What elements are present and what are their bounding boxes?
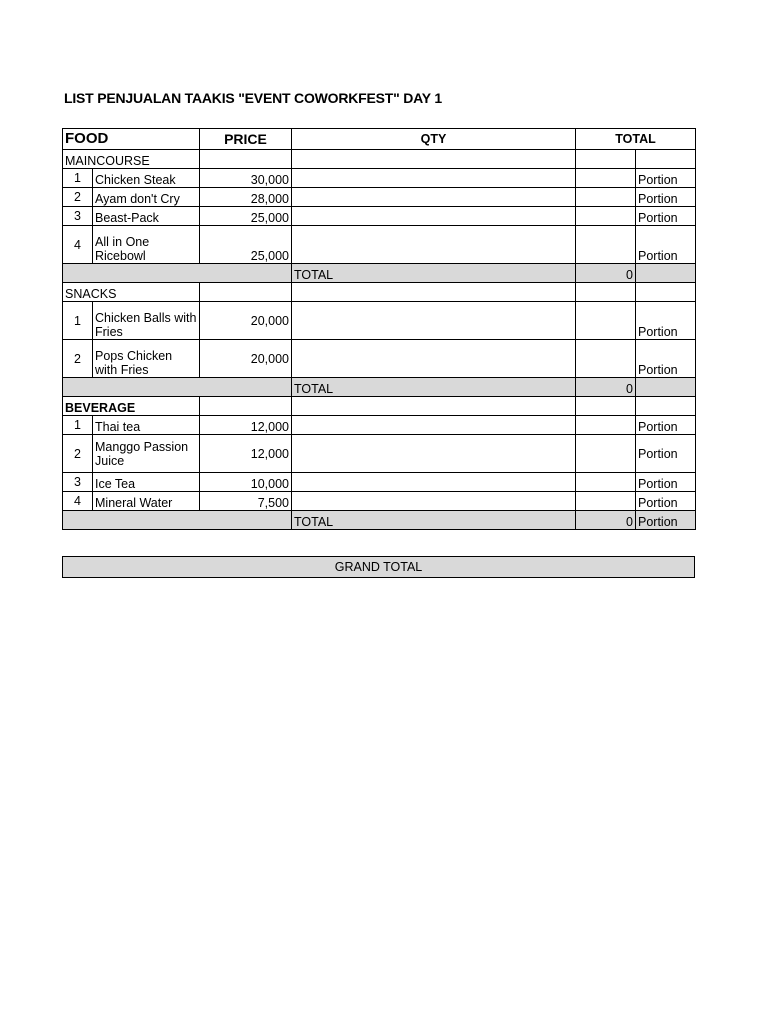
total-spacer[interactable]: [63, 378, 292, 397]
section-total-value[interactable]: 0: [576, 378, 636, 397]
section-total-row: [63, 511, 696, 530]
item-number[interactable]: 1: [63, 416, 93, 435]
unit-cell[interactable]: Portion: [636, 302, 696, 340]
unit-cell[interactable]: Portion: [636, 207, 696, 226]
unit-cell[interactable]: Portion: [636, 188, 696, 207]
item-price[interactable]: 20,000: [200, 340, 292, 378]
price-cell[interactable]: [200, 397, 292, 416]
item-price[interactable]: 12,000: [200, 416, 292, 435]
section-label[interactable]: BEVERAGE: [63, 397, 200, 416]
item-name[interactable]: Ayam don't Cry: [93, 188, 200, 207]
sheet-title: LIST PENJUALAN TAAKIS "EVENT COWORKFEST" DAY 1: [64, 90, 442, 106]
section-row-beverage: [63, 397, 696, 416]
total-cell[interactable]: [576, 150, 636, 169]
total-header[interactable]: TOTAL: [576, 129, 696, 150]
total-cell[interactable]: [576, 169, 636, 188]
item-name[interactable]: Thai tea: [93, 416, 200, 435]
section-row-snacks: [63, 283, 696, 302]
qty-cell[interactable]: [292, 302, 576, 340]
item-price[interactable]: 25,000: [200, 207, 292, 226]
item-name[interactable]: Chicken Steak: [93, 169, 200, 188]
section-total-label[interactable]: TOTAL: [292, 511, 576, 530]
sales-table: [62, 128, 696, 530]
section-total-value[interactable]: 0: [576, 511, 636, 530]
price-cell[interactable]: [200, 283, 292, 302]
unit-cell[interactable]: Portion: [636, 226, 696, 264]
section-total-unit[interactable]: [636, 378, 696, 397]
item-price[interactable]: 12,000: [200, 435, 292, 473]
item-number[interactable]: 2: [63, 188, 93, 207]
table-row: [63, 492, 696, 511]
qty-cell[interactable]: [292, 340, 576, 378]
total-cell[interactable]: [576, 435, 636, 473]
section-total-unit[interactable]: Portion: [636, 511, 696, 530]
qty-header[interactable]: QTY: [292, 129, 576, 150]
item-number[interactable]: 2: [63, 340, 93, 378]
item-name[interactable]: Manggo Passion Juice: [93, 435, 200, 473]
section-total-row: [63, 264, 696, 283]
qty-cell[interactable]: [292, 226, 576, 264]
price-header[interactable]: PRICE: [200, 129, 292, 150]
total-cell[interactable]: [576, 226, 636, 264]
total-spacer[interactable]: [63, 264, 292, 283]
qty-cell[interactable]: [292, 207, 576, 226]
item-number[interactable]: 4: [63, 226, 93, 264]
section-total-unit[interactable]: [636, 264, 696, 283]
item-name[interactable]: Mineral Water: [93, 492, 200, 511]
table-row: [63, 435, 696, 473]
qty-cell[interactable]: [292, 188, 576, 207]
table-row: [63, 473, 696, 492]
unit-cell[interactable]: Portion: [636, 169, 696, 188]
table-row: [63, 188, 696, 207]
table-row: [63, 340, 696, 378]
total-cell[interactable]: [576, 302, 636, 340]
item-price[interactable]: 7,500: [200, 492, 292, 511]
unit-cell[interactable]: Portion: [636, 340, 696, 378]
total-cell[interactable]: [576, 188, 636, 207]
item-price[interactable]: 28,000: [200, 188, 292, 207]
item-number[interactable]: 3: [63, 207, 93, 226]
total-cell[interactable]: [576, 283, 636, 302]
price-cell[interactable]: [200, 150, 292, 169]
unit-cell[interactable]: Portion: [636, 473, 696, 492]
total-cell[interactable]: [576, 397, 636, 416]
qty-cell[interactable]: [292, 283, 576, 302]
total-cell[interactable]: [576, 340, 636, 378]
item-number[interactable]: 1: [63, 302, 93, 340]
section-label[interactable]: SNACKS: [63, 283, 200, 302]
section-total-label[interactable]: TOTAL: [292, 378, 576, 397]
qty-cell[interactable]: [292, 169, 576, 188]
item-name[interactable]: Ice Tea: [93, 473, 200, 492]
item-price[interactable]: 30,000: [200, 169, 292, 188]
section-total-label[interactable]: TOTAL: [292, 264, 576, 283]
item-price[interactable]: 20,000: [200, 302, 292, 340]
table-row: [63, 226, 696, 264]
total-spacer[interactable]: [63, 511, 292, 530]
item-number[interactable]: 4: [63, 492, 93, 511]
section-total-value[interactable]: 0: [576, 264, 636, 283]
item-number[interactable]: 2: [63, 435, 93, 473]
grand-total-bar[interactable]: GRAND TOTAL: [62, 556, 695, 578]
item-name[interactable]: Chicken Balls with Fries: [93, 302, 200, 340]
unit-cell[interactable]: [636, 283, 696, 302]
table-row: [63, 207, 696, 226]
unit-cell[interactable]: Portion: [636, 492, 696, 511]
unit-cell[interactable]: Portion: [636, 416, 696, 435]
item-number[interactable]: 3: [63, 473, 93, 492]
total-cell[interactable]: [576, 207, 636, 226]
item-number[interactable]: 1: [63, 169, 93, 188]
section-label[interactable]: MAINCOURSE: [63, 150, 200, 169]
unit-cell[interactable]: [636, 150, 696, 169]
item-price[interactable]: 10,000: [200, 473, 292, 492]
qty-cell[interactable]: [292, 397, 576, 416]
table-row: [63, 169, 696, 188]
total-cell[interactable]: [576, 473, 636, 492]
total-cell[interactable]: [576, 492, 636, 511]
table-row: [63, 302, 696, 340]
item-name[interactable]: Pops Chicken with Fries: [93, 340, 200, 378]
table-row: [63, 416, 696, 435]
header-row: [63, 129, 696, 150]
food-header[interactable]: FOOD: [63, 129, 200, 150]
qty-cell[interactable]: [292, 435, 576, 473]
item-price[interactable]: 25,000: [200, 226, 292, 264]
unit-cell[interactable]: [636, 397, 696, 416]
qty-cell[interactable]: [292, 473, 576, 492]
section-row-maincourse: [63, 150, 696, 169]
total-cell[interactable]: [576, 416, 636, 435]
qty-cell[interactable]: [292, 150, 576, 169]
section-total-row: [63, 378, 696, 397]
item-name[interactable]: All in One Ricebowl: [93, 226, 200, 264]
qty-cell[interactable]: [292, 492, 576, 511]
item-name[interactable]: Beast-Pack: [93, 207, 200, 226]
qty-cell[interactable]: [292, 416, 576, 435]
unit-cell[interactable]: Portion: [636, 435, 696, 473]
